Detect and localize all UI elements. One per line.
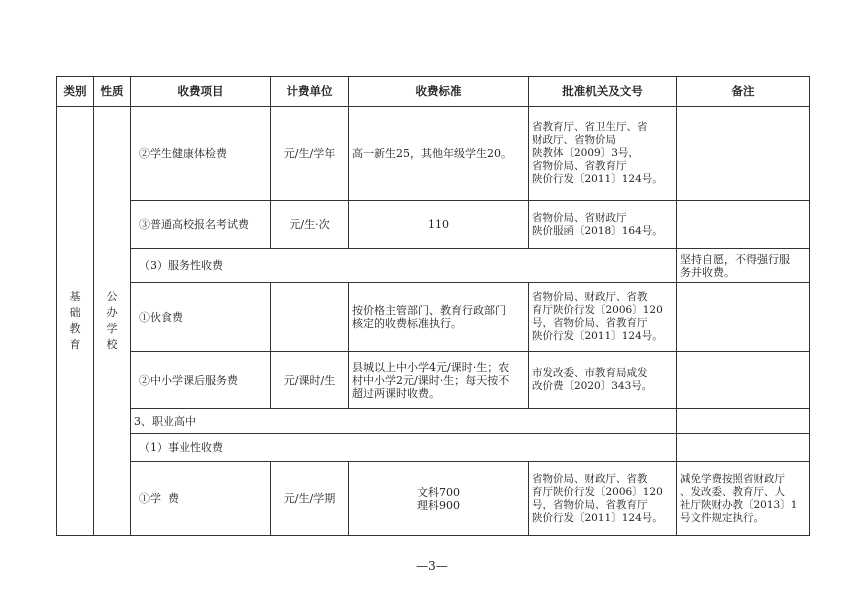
item-cell: ②学生健康体检费 [131,107,271,201]
unit-cell [271,283,349,352]
fee-table [56,76,810,536]
item-cell: ①学 费 [131,462,271,536]
item-cell: ③普通高校报名考试费 [131,201,271,249]
header-item: 收费项目 [131,77,271,107]
section-row [57,409,810,434]
section-label: （3）服务性收费 [131,249,677,283]
item-cell: ①伙食费 [131,283,271,352]
item-cell: ②中小学课后服务费 [131,352,271,409]
header-category: 类别 [57,77,94,107]
section-label: （1）事业性收费 [131,434,677,462]
note-cell: 减免学费按照省财政厅 、发改委、教育厅、人 社厅陕财办教〔2013〕1 号文件规定执行。 [677,462,810,536]
note-cell [677,434,810,462]
standard-cell: 文科700 理科900 [349,462,529,536]
header-unit: 计费单位 [271,77,349,107]
authority-cell: 省教育厅、省卫生厅、省 财政厅、省物价局 陕教体〔2009〕3号， 省物价局、省教育厅 陕价行发〔2011〕124号。 [529,107,677,201]
header-row [57,77,810,107]
note-cell [677,201,810,249]
category-cell: 基 础 教 育 [57,107,94,536]
note-cell: 坚持自愿，不得强行服 务并收费。 [677,249,810,283]
unit-cell: 元/课时/生 [271,352,349,409]
nature-cell: 公 办 学 校 [94,107,131,536]
section-row [57,249,810,283]
header-standard: 收费标准 [349,77,529,107]
section-row [57,434,810,462]
authority-cell: 省物价局、省财政厅 陕价服函〔2018〕164号。 [529,201,677,249]
standard-cell: 县城以上中小学4元/课时·生；农 村中小学2元/课时·生；每天按不 超过两课时收费。 [349,352,529,409]
table-row [57,201,810,249]
note-cell [677,352,810,409]
unit-cell: 元/生·次 [271,201,349,249]
note-cell [677,107,810,201]
standard-cell: 按价格主管部门、教育行政部门 核定的收费标准执行。 [349,283,529,352]
table-row [57,462,810,536]
standard-cell: 高一新生25，其他年级学生20。 [349,107,529,201]
header-note: 备注 [677,77,810,107]
unit-cell: 元/生/学期 [271,462,349,536]
note-cell [677,409,810,434]
unit-cell: 元/生/学年 [271,107,349,201]
authority-cell: 省物价局、财政厅、省教 育厅陕价行发〔2006〕120 号，省物价局、省教育厅 陕价行发〔2011〕124号。 [529,283,677,352]
header-authority: 批准机关及文号 [529,77,677,107]
standard-cell: 110 [349,201,529,249]
note-cell [677,283,810,352]
table-row [57,352,810,409]
page-number: —3— [416,559,448,573]
authority-cell: 市发改委、市教育局咸发 改价费〔2020〕343号。 [529,352,677,409]
table-row [57,283,810,352]
authority-cell: 省物价局、财政厅、省教 育厅陕价行发〔2006〕120 号，省物价局、省教育厅 陕价行发〔2011〕124号。 [529,462,677,536]
section-label: 3、职业高中 [131,409,677,434]
table-row [57,107,810,201]
header-nature: 性质 [94,77,131,107]
